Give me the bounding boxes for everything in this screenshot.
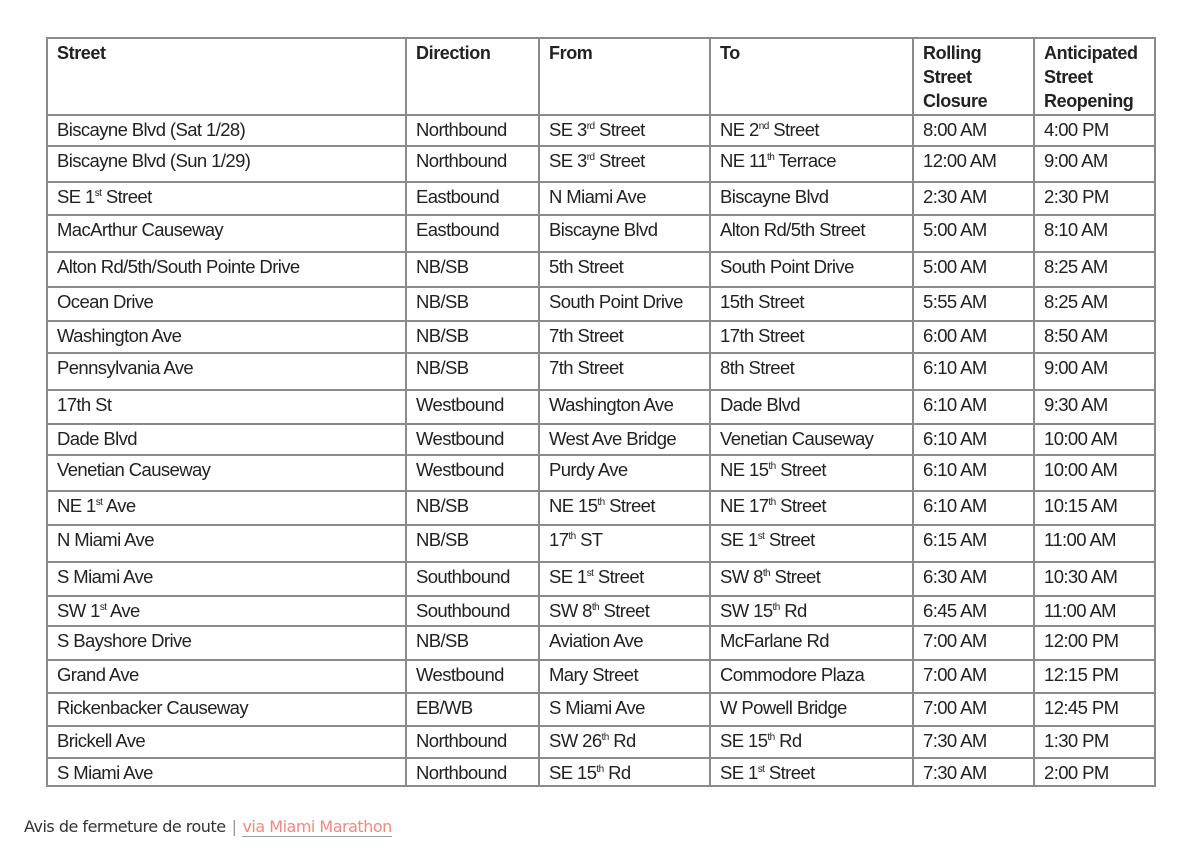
cell-street: SW 1st Ave <box>47 596 406 626</box>
cell-direction: NB/SB <box>406 626 539 660</box>
table-row <box>47 252 1155 287</box>
cell-direction: Westbound <box>406 660 539 693</box>
cell-reopening: 9:00 AM <box>1034 353 1155 390</box>
cell-closure: 7:00 AM <box>913 693 1034 726</box>
cell-from: SW 8th Street <box>539 596 710 626</box>
column-header-from: From <box>539 38 710 115</box>
cell-closure: 6:10 AM <box>913 455 1034 491</box>
table-row <box>47 693 1155 726</box>
table-row <box>47 182 1155 215</box>
cell-from: SE 1st Street <box>539 562 710 596</box>
cell-closure: 6:10 AM <box>913 390 1034 424</box>
cell-street: Washington Ave <box>47 321 406 353</box>
cell-reopening: 2:00 PM <box>1034 758 1155 786</box>
cell-to: McFarlane Rd <box>710 626 913 660</box>
cell-to: SW 15th Rd <box>710 596 913 626</box>
cell-direction: Eastbound <box>406 215 539 252</box>
cell-from: 7th Street <box>539 353 710 390</box>
cell-to: 8th Street <box>710 353 913 390</box>
table-row <box>47 660 1155 693</box>
source-link[interactable]: via Miami Marathon <box>242 817 392 836</box>
table-row <box>47 424 1155 455</box>
cell-to: NE 17th Street <box>710 491 913 525</box>
cell-reopening: 12:15 PM <box>1034 660 1155 693</box>
cell-to: 15th Street <box>710 287 913 321</box>
cell-from: Biscayne Blvd <box>539 215 710 252</box>
cell-direction: NB/SB <box>406 321 539 353</box>
cell-reopening: 11:00 AM <box>1034 596 1155 626</box>
cell-closure: 5:00 AM <box>913 252 1034 287</box>
cell-from: Mary Street <box>539 660 710 693</box>
cell-from: Aviation Ave <box>539 626 710 660</box>
table-row <box>47 215 1155 252</box>
table-row <box>47 390 1155 424</box>
cell-street: S Miami Ave <box>47 562 406 596</box>
cell-street: Biscayne Blvd (Sat 1/28) <box>47 115 406 146</box>
cell-street: Dade Blvd <box>47 424 406 455</box>
cell-from: NE 15th Street <box>539 491 710 525</box>
cell-reopening: 8:25 AM <box>1034 287 1155 321</box>
cell-reopening: 9:00 AM <box>1034 146 1155 182</box>
cell-direction: EB/WB <box>406 693 539 726</box>
cell-direction: Westbound <box>406 455 539 491</box>
cell-reopening: 1:30 PM <box>1034 726 1155 758</box>
cell-to: NE 2nd Street <box>710 115 913 146</box>
image-caption <box>24 817 392 836</box>
table-row <box>47 353 1155 390</box>
cell-to: South Point Drive <box>710 252 913 287</box>
column-header-to: To <box>710 38 913 115</box>
column-header-street: Street <box>47 38 406 115</box>
cell-direction: Southbound <box>406 596 539 626</box>
cell-closure: 7:00 AM <box>913 660 1034 693</box>
table-row <box>47 287 1155 321</box>
cell-closure: 5:55 AM <box>913 287 1034 321</box>
column-header-closure: Rolling Street Closure <box>913 38 1034 115</box>
cell-direction: Northbound <box>406 146 539 182</box>
cell-reopening: 12:00 PM <box>1034 626 1155 660</box>
cell-reopening: 10:30 AM <box>1034 562 1155 596</box>
cell-from: N Miami Ave <box>539 182 710 215</box>
cell-closure: 8:00 AM <box>913 115 1034 146</box>
cell-reopening: 9:30 AM <box>1034 390 1155 424</box>
cell-closure: 7:30 AM <box>913 758 1034 786</box>
cell-from: SE 15th Rd <box>539 758 710 786</box>
cell-to: NE 11th Terrace <box>710 146 913 182</box>
cell-closure: 7:00 AM <box>913 626 1034 660</box>
cell-to: Dade Blvd <box>710 390 913 424</box>
column-header-direction: Direction <box>406 38 539 115</box>
cell-closure: 6:10 AM <box>913 491 1034 525</box>
cell-street: SE 1st Street <box>47 182 406 215</box>
cell-from: Washington Ave <box>539 390 710 424</box>
cell-closure: 2:30 AM <box>913 182 1034 215</box>
road-closure-table-container <box>46 37 1154 787</box>
cell-from: SW 26th Rd <box>539 726 710 758</box>
cell-direction: NB/SB <box>406 252 539 287</box>
cell-street: N Miami Ave <box>47 525 406 562</box>
cell-to: SE 1st Street <box>710 525 913 562</box>
cell-reopening: 4:00 PM <box>1034 115 1155 146</box>
cell-closure: 5:00 AM <box>913 215 1034 252</box>
table-row <box>47 626 1155 660</box>
cell-reopening: 12:45 PM <box>1034 693 1155 726</box>
cell-direction: NB/SB <box>406 491 539 525</box>
cell-reopening: 2:30 PM <box>1034 182 1155 215</box>
cell-street: Biscayne Blvd (Sun 1/29) <box>47 146 406 182</box>
cell-from: 17th ST <box>539 525 710 562</box>
cell-to: Venetian Causeway <box>710 424 913 455</box>
table-row <box>47 491 1155 525</box>
cell-to: SW 8th Street <box>710 562 913 596</box>
cell-to: SE 1st Street <box>710 758 913 786</box>
cell-from: SE 3rd Street <box>539 115 710 146</box>
header-row <box>47 38 1155 115</box>
table-row <box>47 726 1155 758</box>
cell-from: 7th Street <box>539 321 710 353</box>
cell-direction: Eastbound <box>406 182 539 215</box>
table-row <box>47 146 1155 182</box>
cell-street: Grand Ave <box>47 660 406 693</box>
cell-street: Rickenbacker Causeway <box>47 693 406 726</box>
cell-reopening: 10:00 AM <box>1034 424 1155 455</box>
cell-reopening: 8:25 AM <box>1034 252 1155 287</box>
caption-text: Avis de fermeture de route <box>24 817 226 836</box>
cell-to: SE 15th Rd <box>710 726 913 758</box>
cell-reopening: 11:00 AM <box>1034 525 1155 562</box>
cell-from: SE 3rd Street <box>539 146 710 182</box>
cell-closure: 6:15 AM <box>913 525 1034 562</box>
table-row <box>47 115 1155 146</box>
table-row <box>47 321 1155 353</box>
cell-direction: Northbound <box>406 726 539 758</box>
cell-to: NE 15th Street <box>710 455 913 491</box>
cell-closure: 7:30 AM <box>913 726 1034 758</box>
cell-from: S Miami Ave <box>539 693 710 726</box>
column-header-reopening: Anticipated Street Reopening <box>1034 38 1155 115</box>
cell-street: S Bayshore Drive <box>47 626 406 660</box>
cell-to: Biscayne Blvd <box>710 182 913 215</box>
cell-direction: Westbound <box>406 390 539 424</box>
road-closure-table <box>46 37 1156 787</box>
table-row <box>47 455 1155 491</box>
cell-street: S Miami Ave <box>47 758 406 786</box>
cell-reopening: 8:10 AM <box>1034 215 1155 252</box>
cell-closure: 6:45 AM <box>913 596 1034 626</box>
table-row <box>47 562 1155 596</box>
table-row <box>47 596 1155 626</box>
table-row <box>47 525 1155 562</box>
cell-street: Venetian Causeway <box>47 455 406 491</box>
cell-from: 5th Street <box>539 252 710 287</box>
caption-separator: | <box>231 817 237 836</box>
cell-from: Purdy Ave <box>539 455 710 491</box>
cell-street: MacArthur Causeway <box>47 215 406 252</box>
cell-closure: 6:00 AM <box>913 321 1034 353</box>
cell-from: West Ave Bridge <box>539 424 710 455</box>
table-row <box>47 758 1155 786</box>
cell-direction: Northbound <box>406 115 539 146</box>
cell-direction: Westbound <box>406 424 539 455</box>
cell-reopening: 8:50 AM <box>1034 321 1155 353</box>
cell-direction: NB/SB <box>406 525 539 562</box>
cell-reopening: 10:00 AM <box>1034 455 1155 491</box>
cell-street: NE 1st Ave <box>47 491 406 525</box>
cell-to: Alton Rd/5th Street <box>710 215 913 252</box>
cell-to: 17th Street <box>710 321 913 353</box>
cell-closure: 6:10 AM <box>913 353 1034 390</box>
cell-direction: Southbound <box>406 562 539 596</box>
cell-direction: NB/SB <box>406 287 539 321</box>
cell-direction: Northbound <box>406 758 539 786</box>
cell-to: W Powell Bridge <box>710 693 913 726</box>
cell-street: 17th St <box>47 390 406 424</box>
cell-street: Ocean Drive <box>47 287 406 321</box>
cell-closure: 12:00 AM <box>913 146 1034 182</box>
cell-street: Brickell Ave <box>47 726 406 758</box>
cell-to: Commodore Plaza <box>710 660 913 693</box>
cell-closure: 6:30 AM <box>913 562 1034 596</box>
cell-reopening: 10:15 AM <box>1034 491 1155 525</box>
cell-closure: 6:10 AM <box>913 424 1034 455</box>
cell-street: Pennsylvania Ave <box>47 353 406 390</box>
cell-direction: NB/SB <box>406 353 539 390</box>
cell-street: Alton Rd/5th/South Pointe Drive <box>47 252 406 287</box>
cell-from: South Point Drive <box>539 287 710 321</box>
